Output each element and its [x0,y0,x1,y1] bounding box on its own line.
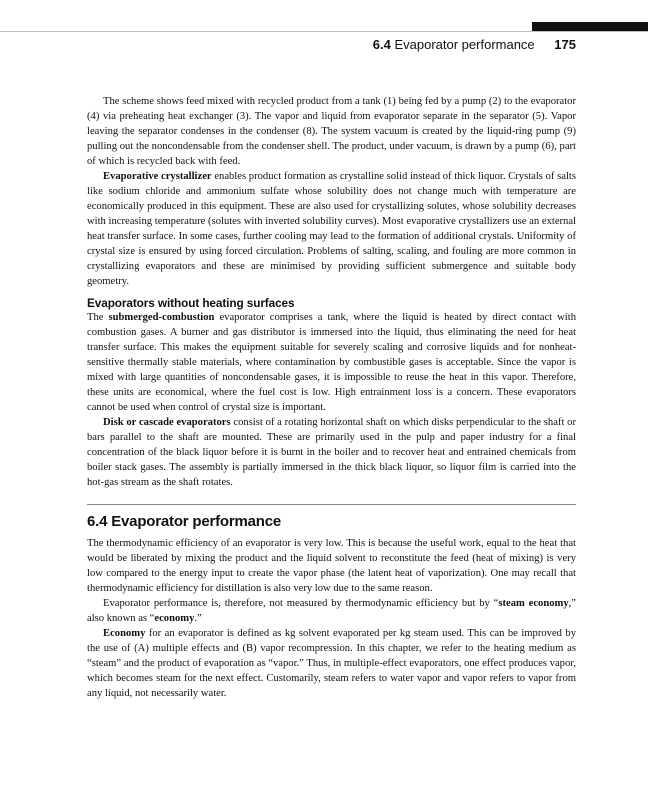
paragraph-disk-cascade-text: consist of a rotating horizontal shaft on which disks perpendicular to the shaft or bars parallel to the shaft are mounted. These are primarily used in the pulp and paper industry for a final concentration of the black liquor before it is burnt in the boiler and to recover heat and entrained chemicals from boiler stack gases. The assembly is partially immersed in the thick black liquor, so liquor film is carried into the hot-gas stream as the shaft rotates. [87,417,576,488]
header-section-title: Evaporator performance [394,37,535,52]
paragraph-economy-definition [87,626,576,701]
paragraph-submerged-prefix: The [87,312,109,323]
section-heading-title: Evaporator performance [111,513,282,530]
paragraph-steam-economy [87,596,576,626]
paragraph-steam-economy-mid: ,” also known as “ [87,598,577,624]
body-text [87,94,576,701]
term-economy: economy [154,613,195,624]
term-submerged-combustion: submerged-combustion [108,312,215,323]
paragraph-evaporative-crystallizer [87,169,576,289]
paragraph-disk-cascade [87,415,576,490]
term-evaporative-crystallizer: Evaporative crystallizer [103,171,212,182]
paragraph-thermodynamic-efficiency: The thermodynamic efficiency of an evaporator is very low. This is because the useful work, equal to the heat that would be liberated by mixing the product and the liquid solvent to reconstitute the feed (heat of mixing) is very low compared to the energy input to create the vapor phase (the latent heat of vaporization). One may recall that thermodynamic efficiency for distillation is also very low due to the same reason. [87,538,576,594]
section-heading-number: 6.4 [87,513,108,530]
section-heading [87,513,576,531]
page-number: 175 [554,37,576,52]
term-economy-definition: Economy [103,628,146,639]
paragraph-steam-economy-prefix: Evaporator performance is, therefore, not measured by thermodynamic efficiency but by “ [103,598,499,609]
header-section-number: 6.4 [372,37,391,52]
paragraph-economy-definition-text: for an evaporator is defined as kg solvent evaporated per kg steam used. This can be improved by the use of (A) multiple effects and (B) vapor recompression. In this chapter, we refer to the heating medium as “steam” and the product of evaporation as “vapor.” Thus, in multiple-effect evaporators, one effect produces vapor, which becomes steam for the next effect. Customarily, steam refers to water vapor and vapor refers to vapor from any liquid, not necessarily water. [87,628,576,699]
paragraph-steam-economy-suffix: .” [194,613,202,624]
paragraph-submerged-text: evaporator comprises a tank, where the liquid is heated by direct contact with combustion gases. A burner and gas distributor is immersed into the liquid, thus eliminating the need for heat transfer surface. This makes the equipment suitable for severely scaling and corrosive liquids and for nonheat-sensitive thermally stable materials, where contamination by combustible gases is acceptable. Since the vapor is mixed with large quantities of noncondensable gases, it is impossible to reuse the heat in this vapor. Therefore, these units are economical, where the fuel cost is low. High entrainment loss is a concern. These evaporators cannot be used when control of crystal size is important. [87,312,576,413]
paragraph-evaporative-crystallizer-text: enables product formation as crystalline solid instead of thick liquor. Crystals of salts like sodium chloride and ammonium sulfate whose solubility does not change much with temperature are economically produced in this equipment. These are also used for crystallizing solutes, whose solubility decreases with increasing temperature (solutes with inverted solubility curves). Most evaporative crystallizers use an external heat transfer surface. In some cases, further cooling may lead to the formation of additional crystals. Uniformity of crystal size is ensured by using forced circulation. Problems of salting, scaling, and fouling are more common in crystallizing evaporators and these are minimised by providing sufficient submergence and suitable body geometry. [87,171,576,287]
paragraph-scheme: The scheme shows feed mixed with recycled product from a tank (1) being fed by a pump (2) to the evaporator (4) via preheating heat exchanger (3). The vapor and liquid from evaporator separate in the separator (5). Vapor leaving the separator condenses in the condenser (8). The system vacuum is created by the liquid-ring pump (9) pulling out the noncondensable from the condenser shell. The product, under vacuum, is drawn by a pump (6), part of which is recycled back with feed. [87,96,576,167]
header-rule [0,31,648,32]
subheading-without-heating-surfaces: Evaporators without heating surfaces [87,296,295,310]
paragraph-submerged-combustion [87,310,576,415]
running-header [373,37,576,52]
term-disk-cascade: Disk or cascade evaporators [103,417,231,428]
section-divider [87,504,576,505]
term-steam-economy: steam economy [498,598,569,609]
